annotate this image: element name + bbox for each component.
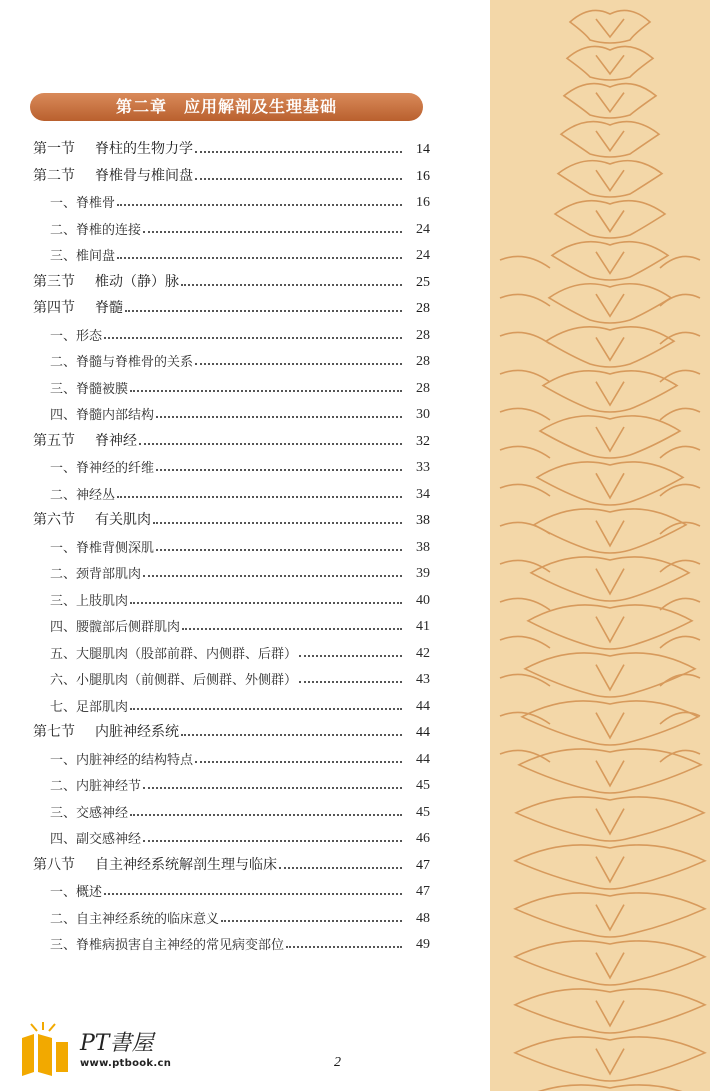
toc-page-number: 30 (416, 407, 430, 422)
toc-page-number: 46 (416, 831, 430, 846)
vertebra-outline (596, 809, 624, 834)
toc-subsection-row[interactable] (50, 401, 430, 423)
toc-subsection-row[interactable] (50, 693, 430, 715)
vertebra-outline (596, 337, 624, 360)
toc-subsection-row[interactable] (50, 454, 430, 476)
toc-leader-dots (195, 178, 402, 180)
toc-leader-dots (117, 257, 402, 259)
toc-entry-title: 二、神经丛 (50, 487, 116, 503)
toc-page-number: 44 (416, 751, 430, 767)
toc-page-number: 28 (416, 380, 430, 396)
toc-page-number: 38 (416, 539, 430, 555)
toc-leader-dots (182, 628, 402, 630)
chapter-title-banner: 第二章 应用解剖及生理基础 (30, 93, 423, 121)
vertebra-outline (596, 713, 624, 738)
toc-subsection-row[interactable] (50, 613, 430, 635)
toc-leader-dots (156, 549, 402, 551)
toc-entry-title: 三、脊髓被膜 (50, 381, 129, 397)
vertebra-outline (596, 382, 624, 405)
toc-subsection-row[interactable] (50, 772, 430, 794)
vertebra-outline (500, 446, 550, 458)
toc-entry-title: 一、内脏神经的结构特点 (50, 752, 194, 768)
vertebra-outline (660, 256, 700, 268)
toc-page-number: 49 (416, 937, 430, 952)
toc-page-number: 48 (416, 910, 430, 926)
toc-entry-title: 三、交感神经 (50, 805, 129, 821)
toc-page-number: 43 (416, 672, 430, 687)
toc-entry-title: 脊神经 (95, 432, 137, 449)
vertebra-outline (500, 256, 550, 268)
toc-entry-title: 二、内脏神经节 (50, 779, 142, 794)
toc-leader-dots (143, 575, 402, 577)
logo-brand-name: PT書屋 (80, 1031, 154, 1056)
toc-page-number: 40 (416, 592, 430, 608)
toc-entry-title: 内脏神经系统 (95, 724, 179, 740)
toc-entry-title: 四、脊髓内部结构 (50, 408, 155, 423)
spine-illustration-panel (490, 0, 710, 1091)
toc-leader-dots (195, 151, 402, 153)
toc-entry-title: 椎动（静）脉 (95, 273, 179, 290)
vertebra-outline (596, 93, 624, 112)
vertebra-outline (515, 1085, 705, 1091)
toc-subsection-row[interactable] (50, 534, 430, 556)
toc-page-number: 45 (416, 804, 430, 820)
toc-page-number: 28 (416, 327, 430, 343)
vertebra-outline (596, 665, 624, 690)
toc-entry-title: 六、小腿肌肉（前侧群、后侧群、外侧群） (50, 673, 298, 688)
toc-entry-title: 一、形态 (50, 328, 103, 344)
toc-entry-title: 自主神经系统解剖生理与临床 (95, 856, 277, 873)
toc-entry-title: 七、足部肌肉 (50, 699, 129, 715)
vertebra-outline (596, 294, 624, 316)
logo-url: www.ptbook.cn (80, 1058, 172, 1069)
toc-page-number: 16 (416, 195, 430, 210)
toc-subsection-row[interactable] (50, 375, 430, 397)
toc-page-number: 33 (416, 460, 430, 475)
toc-subsection-row[interactable] (50, 640, 430, 662)
toc-section-row[interactable] (33, 852, 430, 874)
toc-page-number: 44 (416, 698, 430, 714)
toc-leader-dots (156, 469, 402, 471)
toc-leader-dots (153, 522, 402, 524)
toc-entry-title: 一、脊椎骨 (50, 196, 116, 211)
toc-leader-dots (104, 893, 402, 895)
toc-leader-dots (195, 363, 402, 365)
vertebra-outline (596, 427, 624, 451)
toc-leader-dots (181, 734, 402, 736)
vertebra-outline (660, 446, 700, 458)
vertebra-outline (596, 1001, 624, 1026)
toc-subsection-row[interactable] (50, 666, 430, 688)
vertebra-outline (660, 408, 700, 420)
vertebra-outline (596, 1049, 624, 1074)
toc-section-number: 第七节 (33, 724, 75, 740)
toc-leader-dots (279, 867, 402, 869)
toc-section-row[interactable] (33, 136, 430, 158)
toc-entry-title: 有关肌肉 (95, 512, 151, 528)
toc-leader-dots (181, 284, 402, 286)
vertebra-outline (596, 569, 624, 594)
vertebra-outline (500, 636, 550, 648)
toc-page-number: 41 (416, 619, 430, 634)
toc-section-number: 第二节 (33, 167, 75, 184)
vertebra-outline (500, 294, 550, 306)
toc-entry-title: 脊椎骨与椎间盘 (95, 167, 193, 184)
vertebra-outline (500, 408, 550, 420)
toc-page-number: 34 (416, 486, 430, 502)
toc-entry-title: 脊柱的生物力学 (95, 141, 193, 157)
vertebra-outline (660, 598, 700, 610)
toc-leader-dots (130, 602, 402, 604)
toc-leader-dots (130, 814, 402, 816)
toc-subsection-row[interactable] (50, 216, 430, 238)
toc-page-number: 47 (416, 857, 430, 873)
toc-leader-dots (195, 761, 402, 763)
toc-subsection-row[interactable] (50, 481, 430, 503)
toc-section-number: 第六节 (33, 512, 75, 528)
toc-leader-dots (117, 204, 402, 206)
toc-subsection-row[interactable] (50, 905, 430, 927)
toc-subsection-row[interactable] (50, 587, 430, 609)
toc-page-number: 32 (416, 433, 430, 449)
toc-leader-dots (286, 946, 402, 948)
vertebra-outline (500, 332, 550, 344)
vertebra-outline (660, 332, 700, 344)
toc-leader-dots (156, 416, 402, 418)
toc-entry-title: 三、上肢肌肉 (50, 593, 129, 609)
toc-subsection-row[interactable] (50, 322, 430, 344)
vertebra-outline (596, 252, 624, 274)
toc-subsection-row[interactable] (50, 878, 430, 900)
vertebra-outline (500, 598, 550, 610)
toc-leader-dots (130, 708, 402, 710)
vertebra-outline (596, 857, 624, 882)
toc-page-number: 14 (416, 142, 430, 157)
toc-section-row[interactable] (33, 719, 430, 741)
vertebra-outline (596, 617, 624, 642)
toc-section-row[interactable] (33, 428, 430, 450)
toc-subsection-row[interactable] (50, 931, 430, 953)
toc-leader-dots (143, 840, 402, 842)
toc-entry-title: 三、椎间盘 (50, 249, 116, 264)
vertebra-outline (500, 484, 550, 496)
toc-leader-dots (299, 681, 402, 683)
toc-leader-dots (143, 787, 402, 789)
vertebra-outline (596, 19, 624, 37)
vertebra-outline (596, 953, 624, 978)
vertebra-outline (596, 905, 624, 930)
toc-page-number: 16 (416, 168, 430, 184)
toc-entry-title: 二、脊髓与脊椎骨的关系 (50, 355, 194, 370)
toc-leader-dots (104, 337, 402, 339)
toc-entry-title: 一、脊椎背侧深肌 (50, 540, 155, 556)
toc-section-number: 第一节 (33, 141, 75, 157)
toc-leader-dots (143, 231, 402, 233)
vertebra-outline (500, 522, 550, 534)
toc-entry-title: 一、脊神经的纤维 (50, 461, 155, 476)
vertebra-outline (596, 170, 624, 190)
toc-page-number: 47 (416, 884, 430, 899)
vertebra-outline (596, 211, 624, 232)
toc-entry-title: 五、大腿肌肉（股部前群、内侧群、后群） (50, 646, 298, 662)
toc-page-number: 25 (416, 274, 430, 290)
toc-subsection-row[interactable] (50, 560, 430, 582)
toc-entry-title: 脊髓 (95, 300, 123, 316)
toc-leader-dots (125, 310, 402, 312)
toc-page-number: 45 (416, 778, 430, 793)
toc-subsection-row[interactable] (50, 825, 430, 847)
vertebra-outline (500, 750, 550, 762)
toc-page-number: 28 (416, 354, 430, 369)
toc-subsection-row[interactable] (50, 746, 430, 768)
vertebra-outline (596, 131, 624, 151)
toc-leader-dots (139, 443, 402, 445)
vertebra-outline (596, 761, 624, 786)
toc-entry-title: 三、脊椎病损害自主神经的常见病变部位 (50, 938, 285, 953)
vertebra-outline (596, 55, 624, 74)
toc-entry-title: 二、颈背部肌肉 (50, 567, 142, 582)
vertebra-outline (660, 636, 700, 648)
toc-page-number: 44 (416, 725, 430, 740)
toc-section-row[interactable] (33, 507, 430, 529)
vertebra-outline (500, 370, 550, 382)
toc-page-number: 38 (416, 513, 430, 528)
vertebra-outline (596, 521, 624, 546)
toc-section-row[interactable] (33, 295, 430, 317)
toc-leader-dots (221, 920, 402, 922)
toc-entry-title: 四、腰髋部后侧群肌肉 (50, 620, 181, 635)
vertebra-outline (660, 370, 700, 382)
toc-section-number: 第四节 (33, 300, 75, 316)
toc-page-number: 24 (416, 221, 430, 237)
toc-page-number: 42 (416, 645, 430, 661)
toc-subsection-row[interactable] (50, 189, 430, 211)
toc-entry-title: 一、概述 (50, 885, 103, 900)
vertebra-outline (596, 473, 624, 498)
toc-page-number: 24 (416, 248, 430, 263)
toc-leader-dots (299, 655, 402, 657)
spine-illustration (490, 0, 710, 1091)
toc-leader-dots (117, 496, 402, 498)
toc-section-number: 第三节 (33, 273, 75, 290)
page-number: 2 (334, 1055, 341, 1070)
toc-page-number: 39 (416, 566, 430, 581)
toc-entry-title: 二、脊椎的连接 (50, 222, 142, 238)
toc-entry-title: 二、自主神经系统的临床意义 (50, 911, 220, 927)
toc-subsection-row[interactable] (50, 348, 430, 370)
toc-section-row[interactable] (33, 163, 430, 185)
toc-entry-title: 四、副交感神经 (50, 832, 142, 847)
toc-subsection-row[interactable] (50, 799, 430, 821)
toc-section-number: 第八节 (33, 856, 75, 873)
toc-section-number: 第五节 (33, 432, 75, 449)
toc-subsection-row[interactable] (50, 242, 430, 264)
toc-section-row[interactable] (33, 269, 430, 291)
toc-leader-dots (130, 390, 402, 392)
toc-page-number: 28 (416, 301, 430, 316)
